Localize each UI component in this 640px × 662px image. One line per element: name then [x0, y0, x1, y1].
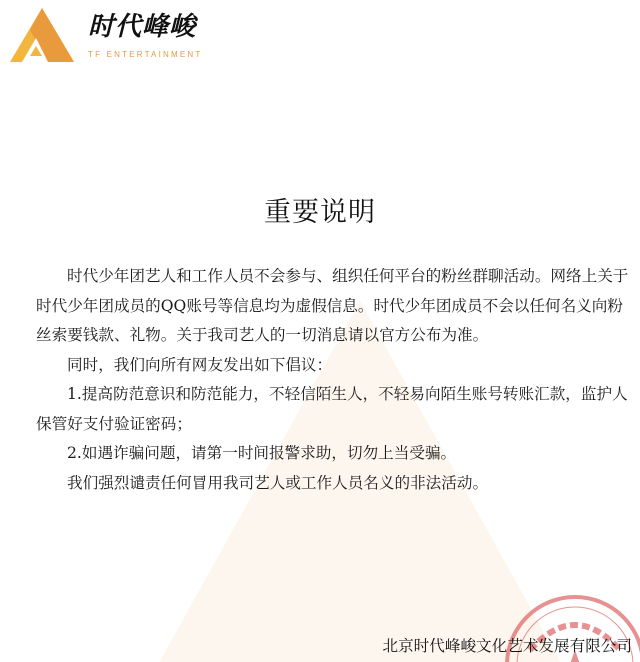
- document-title: 重要说明: [264, 197, 376, 228]
- company-header: [8, 6, 202, 66]
- paragraph-proposal-intro: 同时，我们向所有网友发出如下倡议：: [67, 355, 333, 374]
- document-body: [36, 262, 632, 498]
- tf-logo-icon: [8, 6, 76, 64]
- paragraph-proposal-1: 1.提高防范意识和防范能力，不轻信陌生人，不轻易向陌生账号转账汇款，监护人保管好支付验证密码；: [36, 385, 628, 433]
- logo-text: [88, 12, 202, 59]
- logo-english-name: TF ENTERTAINMENT: [88, 50, 203, 59]
- company-signature: 北京时代峰峻文化艺术发展有限公司: [382, 637, 632, 655]
- paragraph-condemnation: 我们强烈谴责任何冒用我司艺人或工作人员名义的非法活动。: [67, 473, 489, 492]
- logo-chinese-name: 时代峰峻: [88, 12, 197, 42]
- paragraph-proposal-2: 2.如遇诈骗问题，请第一时间报警求助，切勿上当受骗。: [67, 444, 457, 462]
- paragraph-statement: 时代少年团艺人和工作人员不会参与、组织任何平台的粉丝群聊活动。网络上关于时代少年团成员的QQ账号等信息均为虚假信息。时代少年团成员不会以任何名义向粉丝索要钱款、礼物。关于我司艺人的一切消息请以官方公布为准。: [36, 267, 629, 344]
